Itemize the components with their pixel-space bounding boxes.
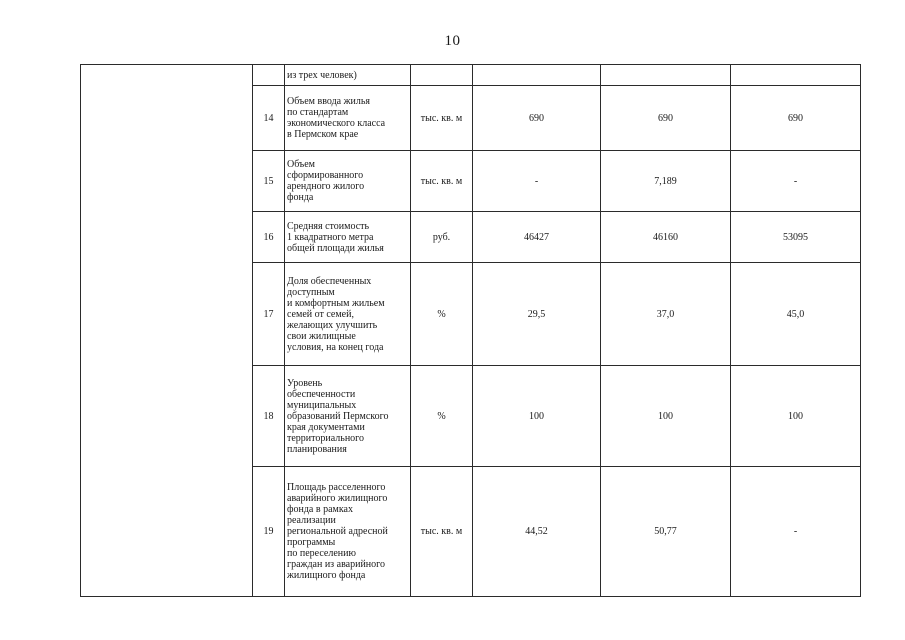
- value-cell-1: [473, 65, 601, 86]
- unit-cell: тыс. кв. м: [411, 467, 473, 597]
- value-cell-1: 100: [473, 366, 601, 467]
- value-cell-3: -: [731, 151, 861, 212]
- value-cell-1: 46427: [473, 212, 601, 263]
- unit-cell: тыс. кв. м: [411, 86, 473, 151]
- value-cell-1: 690: [473, 86, 601, 151]
- value-cell-2: 46160: [601, 212, 731, 263]
- row-number: 17: [253, 263, 285, 366]
- value-cell-2: 100: [601, 366, 731, 467]
- unit-cell: %: [411, 366, 473, 467]
- indicator-name: Уровень обеспеченности муниципальных образований Пермского края документами территориального планирования: [285, 366, 411, 467]
- indicator-name: Доля обеспеченных доступным и комфортным жильем семей от семей, желающих улучшить свои жилищные условия, на конец года: [285, 263, 411, 366]
- value-cell-3: 53095: [731, 212, 861, 263]
- value-cell-2: 37,0: [601, 263, 731, 366]
- indicator-name: Средняя стоимость 1 квадратного метра общей площади жилья: [285, 212, 411, 263]
- value-cell-1: 29,5: [473, 263, 601, 366]
- value-cell-3: 690: [731, 86, 861, 151]
- row-number: 19: [253, 467, 285, 597]
- page-number: 10: [444, 33, 461, 49]
- value-cell-2: 7,189: [601, 151, 731, 212]
- row-number: 16: [253, 212, 285, 263]
- row-number: [253, 65, 285, 86]
- value-cell-2: [601, 65, 731, 86]
- indicator-name: Площадь расселенного аварийного жилищного фонда в рамках реализации региональной адресной программы по переселению граждан из аварийного жилищного фонда: [285, 467, 411, 597]
- table-row: [81, 65, 861, 86]
- value-cell-3: 45,0: [731, 263, 861, 366]
- row-number: 18: [253, 366, 285, 467]
- indicator-name: из трех человек): [285, 65, 411, 86]
- row-number: 15: [253, 151, 285, 212]
- value-cell-3: 100: [731, 366, 861, 467]
- unit-cell: руб.: [411, 212, 473, 263]
- indicators-table: [80, 64, 861, 597]
- value-cell-3: [731, 65, 861, 86]
- value-cell-3: -: [731, 467, 861, 597]
- value-cell-1: 44,52: [473, 467, 601, 597]
- unit-cell: %: [411, 263, 473, 366]
- value-cell-2: 50,77: [601, 467, 731, 597]
- indicator-name: Объем ввода жилья по стандартам экономического класса в Пермском крае: [285, 86, 411, 151]
- value-cell-1: -: [473, 151, 601, 212]
- unit-cell: тыс. кв. м: [411, 151, 473, 212]
- value-cell-2: 690: [601, 86, 731, 151]
- indicator-name: Объем сформированного арендного жилого фонда: [285, 151, 411, 212]
- row-number: 14: [253, 86, 285, 151]
- left-blank-cell: [81, 65, 253, 597]
- unit-cell: [411, 65, 473, 86]
